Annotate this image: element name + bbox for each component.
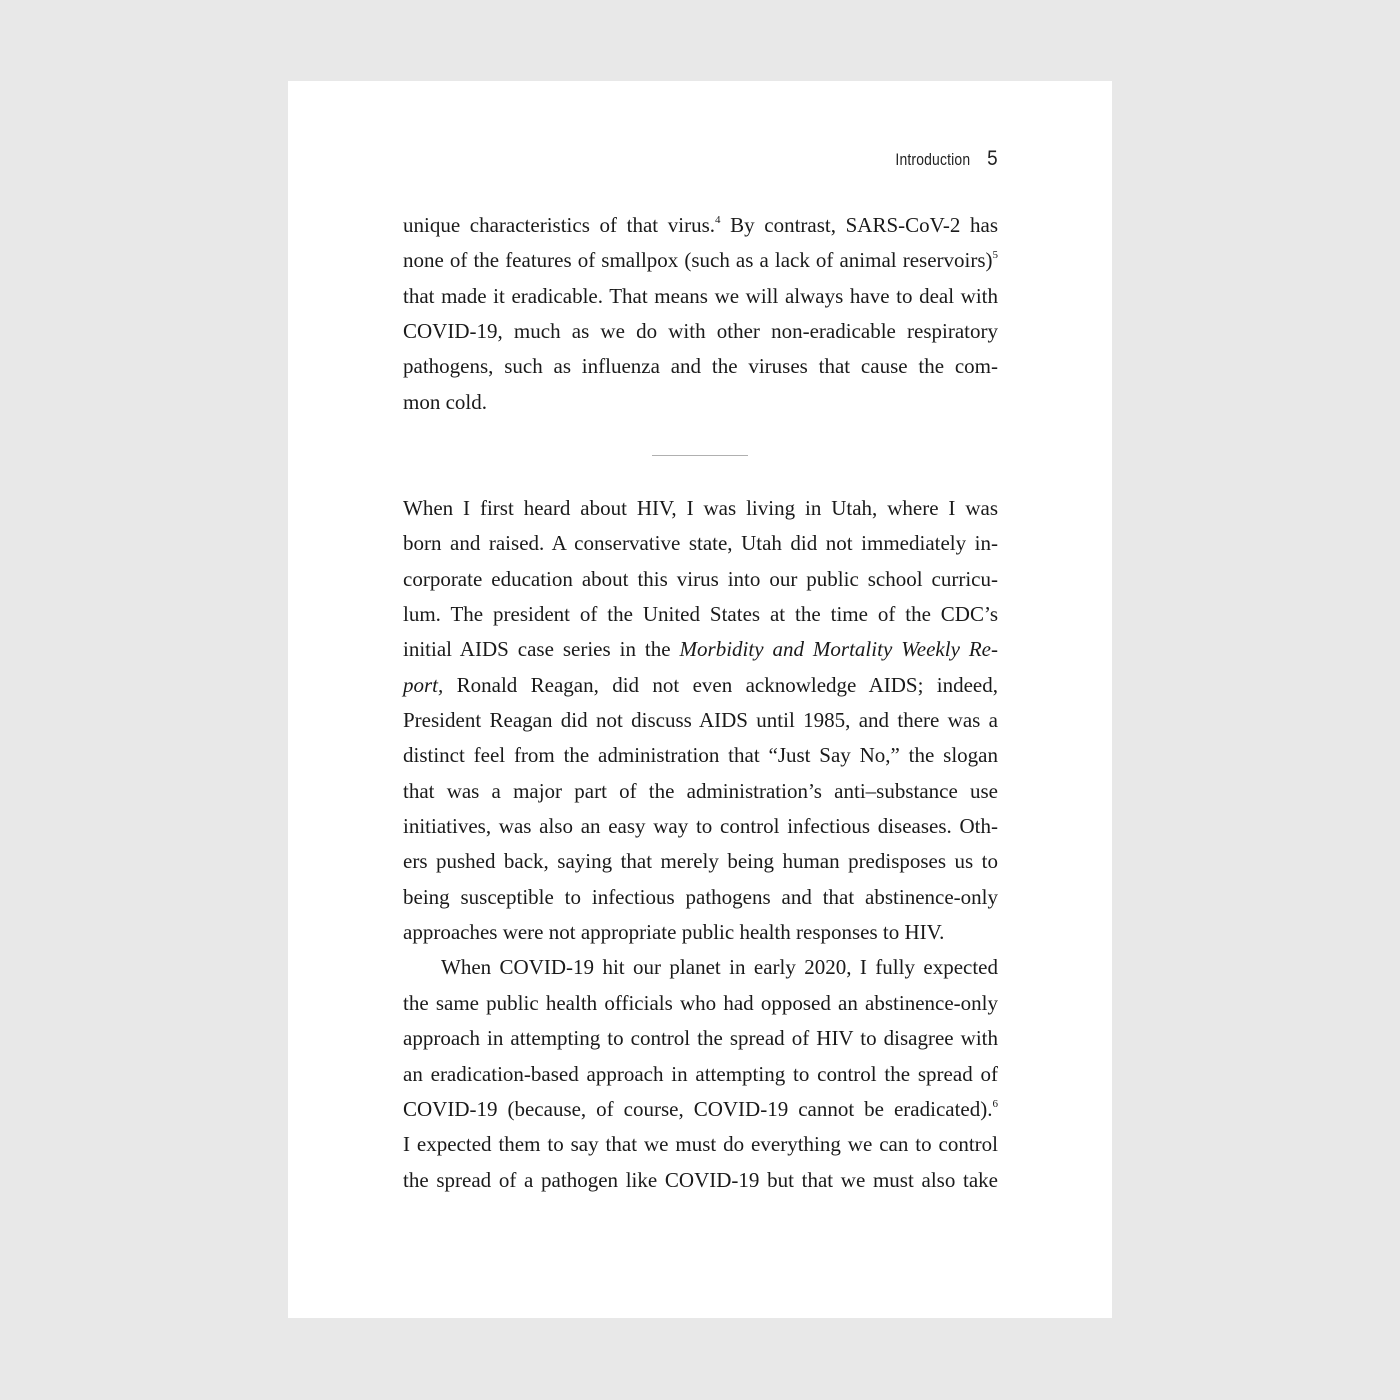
text-line: When I first heard about HIV, I was living in Utah, where I was: [403, 496, 998, 520]
text-line: the spread of a pathogen like COVID-19 but that we must also take: [403, 1167, 998, 1192]
text-line: I expected them to say that we must do everything we can to control: [403, 1132, 998, 1157]
body-text-block-1: [403, 208, 998, 420]
text-line: mon cold.: [403, 389, 487, 414]
italic-title: port,: [403, 672, 444, 697]
text-line: President Reagan did not discuss AIDS until 1985, and there was a: [403, 708, 998, 733]
footnote-reference: 5: [992, 249, 998, 262]
running-head: [879, 141, 998, 177]
text-line: being susceptible to infectious pathogens and that abstinence-only: [403, 884, 998, 909]
text-line: COVID-19 (because, of course, COVID-19 cannot be eradicated).$^6$: [403, 1096, 998, 1121]
section-divider: [652, 455, 748, 456]
text-line: an eradication-based approach in attempting to control the spread of: [403, 1061, 998, 1086]
text-line: that was a major part of the administration’s anti–substance use: [403, 778, 998, 803]
text-line: approaches were not appropriate public health responses to HIV.: [403, 920, 945, 945]
footnote-reference: 4: [715, 214, 721, 226]
text-line: corporate education about this virus into our public school curricu-: [403, 566, 998, 591]
text-line: unique characteristics of that virus.$^4$ By contrast, SARS-CoV-2 has: [403, 213, 998, 237]
body-text-block-2: [403, 491, 998, 1198]
text-line: initiatives, was also an easy way to control infectious diseases. Oth-: [403, 814, 998, 839]
text-line: none of the features of smallpox (such as a lack of animal reservoirs)$^5$: [403, 248, 998, 273]
text-line: ers pushed back, saying that merely being human predisposes us to: [403, 849, 998, 874]
footnote-reference: 6: [992, 1097, 998, 1110]
text-line: approach in attempting to control the spread of HIV to disagree with: [403, 1026, 998, 1051]
page-number: 5: [987, 147, 998, 170]
section-title: Introduction: [895, 150, 970, 169]
text-line: born and raised. A conservative state, Utah did not immediately in-: [403, 531, 998, 556]
text-line: port, Ronald Reagan, did not even acknowledge AIDS; indeed,: [403, 672, 998, 697]
text-line: distinct feel from the administration that “Just Say No,” the slogan: [403, 743, 998, 768]
text-line: lum. The president of the United States at the time of the CDC’s: [403, 602, 998, 627]
text-line: COVID-19, much as we do with other non-eradicable respiratory: [403, 319, 998, 344]
text-line: that made it eradicable. That means we will always have to deal with: [403, 283, 998, 308]
book-page: [288, 81, 1112, 1318]
text-line: initial AIDS case series in the Morbidity and Mortality Weekly Re-: [403, 637, 999, 662]
italic-title: Morbidity and Mortality Weekly Re-: [679, 637, 999, 662]
text-line: pathogens, such as influenza and the viruses that cause the com-: [403, 354, 998, 379]
text-line: the same public health officials who had opposed an abstinence-only: [403, 990, 998, 1015]
text-line: When COVID-19 hit our planet in early 2020, I fully expected: [441, 955, 998, 980]
